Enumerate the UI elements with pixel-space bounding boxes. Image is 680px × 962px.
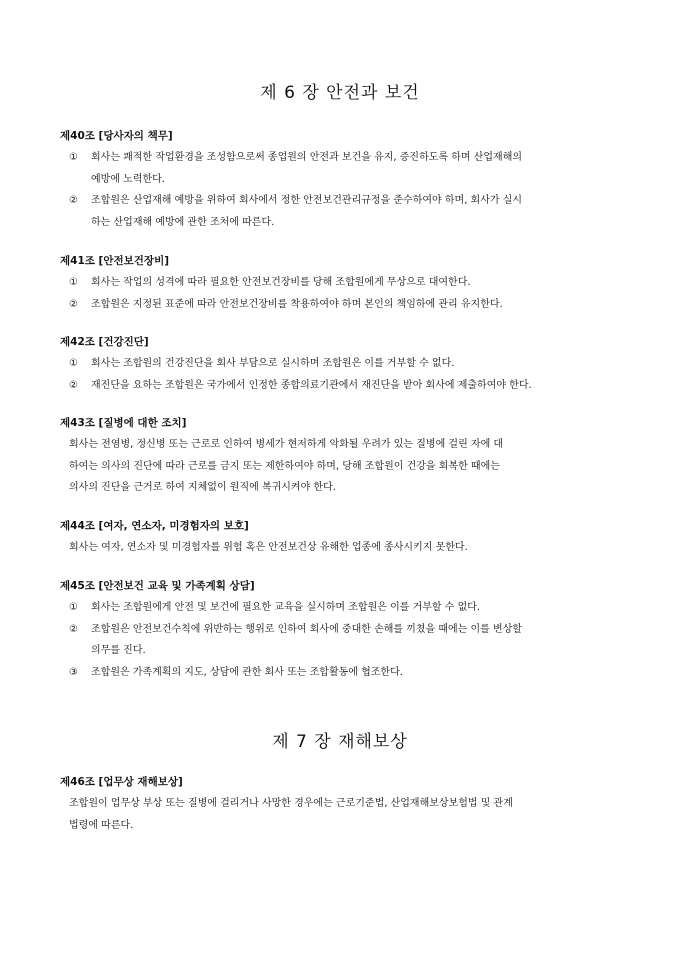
article-46-title: 제46조 [업무상 재해보상]	[60, 776, 183, 788]
article-41	[60, 253, 625, 315]
article-43-title: 제43조 [질병에 대한 조치]	[60, 417, 187, 429]
article-42-item-2: ② 재진단을 요하는 조합원은 국가에서 인정한 종합의료기관에서 재진단을 받아 회사에 제출하여야 한다.	[69, 379, 532, 391]
article-40-item-2-cont: 하는 산업재해 예방에 관한 조처에 따른다.	[91, 216, 275, 228]
article-43-line-1: 회사는 전염병, 정신병 또는 근로로 인하여 병세가 현저하게 악화될 우려가 있는 질병에 걸린 자에 대	[69, 439, 504, 450]
article-46	[60, 774, 625, 836]
article-40-item-1-cont: 예방에 노력한다.	[91, 173, 165, 185]
article-43-line-2: 하여는 의사의 진단에 따라 근로를 금지 또는 제한하여야 하며, 당해 조합원이 건강을 회복한 때에는	[69, 460, 500, 472]
article-45-title: 제45조 [안전보건 교육 및 가족계획 상담]	[60, 580, 255, 592]
article-43	[60, 415, 625, 499]
article-41-item-1: ① 회사는 작업의 성격에 따라 필요한 안전보건장비를 당해 조합원에게 무상으로 대여한다.	[69, 277, 471, 288]
article-45-item-1: ① 회사는 조합원에게 안전 및 보건에 필요한 교육을 실시하며 조합원은 이를 거부할 수 없다.	[69, 602, 481, 613]
article-41-title: 제41조 [안전보건장비]	[60, 255, 170, 267]
article-40	[60, 128, 625, 233]
article-40-item-2: ② 조합원은 산업재해 예방을 위하여 회사에서 정한 안전보건관리규정을 준수하여야 하며, 회사가 실시	[69, 195, 523, 206]
article-45	[60, 578, 625, 683]
article-42-item-1: ① 회사는 조합원의 건강진단을 회사 부담으로 실시하며 조합원은 이를 거부할 수 없다.	[69, 358, 455, 369]
article-44-title: 제44조 [여자, 연소자, 미경험자의 보호]	[60, 520, 249, 532]
article-40-item-1: ① 회사는 쾌적한 작업환경을 조성함으로써 종업원의 안전과 보건을 유지, 증진하도록 하며 산업재해의	[69, 152, 523, 163]
article-45-item-2-cont: 의무를 진다.	[91, 645, 146, 656]
article-41-item-2: ② 조합원은 지정된 표준에 따라 안전보건장비를 착용하여야 하며 본인의 책임하에 관리 유지한다.	[69, 298, 503, 310]
article-46-line-1: 조합원이 업무상 부상 또는 질병에 걸리거나 사망한 경우에는 근로기준법, 산업재해보상보험법 및 관계	[69, 798, 513, 809]
article-40-title: 제40조 [당사자의 책무]	[60, 130, 173, 142]
article-44	[60, 518, 625, 559]
article-42-title: 제42조 [건강진단]	[60, 336, 149, 348]
article-46-line-2: 법령에 따른다.	[69, 819, 134, 831]
article-43-line-3: 의사의 진단을 근거로 하여 지체없이 원직에 복귀시켜야 한다.	[69, 482, 336, 493]
article-45-item-2: ② 조합원은 안전보건수칙에 위반하는 행위로 인하여 회사에 중대한 손해를 끼쳤을 때에는 이를 변상할	[69, 623, 523, 635]
article-42	[60, 334, 625, 396]
article-45-item-3: ③ 조합원은 가족계획의 지도, 상담에 관한 회사 또는 조합활동에 협조한다.	[69, 666, 403, 678]
chapter-6-title: 제 6 장 안전과 보건	[260, 83, 420, 103]
chapter-7-title: 제 7 장 재해보상	[272, 732, 408, 752]
article-44-line-1: 회사는 여자, 연소자 및 미경험자를 위험 혹은 안전보건상 유해한 업종에 종사시키지 못한다.	[69, 542, 468, 553]
